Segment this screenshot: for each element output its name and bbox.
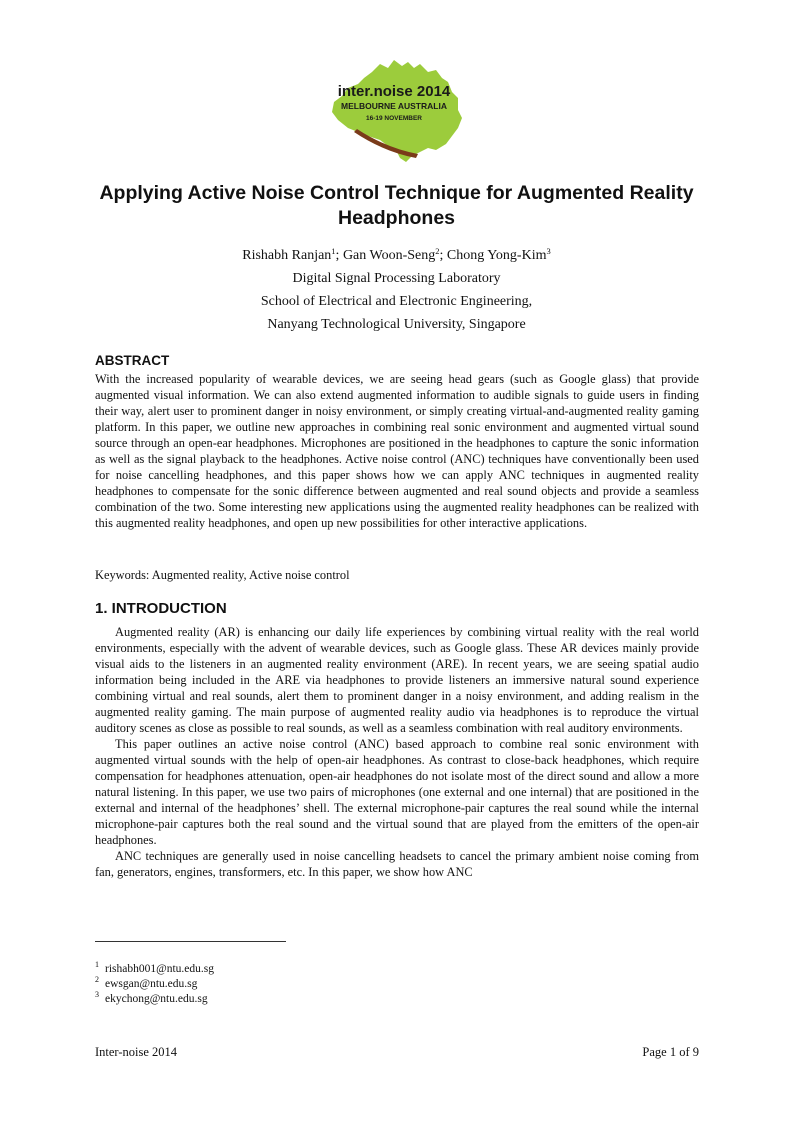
abstract-text: With the increased popularity of wearable devices, we are seeing head gears (such as Google glass) that provide augmented visual information. We can also extend augmented information to audible signals to guide users in finding their way, alert user to prominent danger in noisy environment, or simply creating virtual-and-augmented reality gaming platform. In this paper, we outline new approaches in combining real sonic environment and augmented virtual sound source through an open-ear headphones. Microphones are positioned in the headphones to capture the sonic information as well as the signal playback to the headphones. Active noise control (ANC) techniques have conventionally been used for noise cancelling headphones, and this paper shows how we can apply ANC techniques in augmented reality headphones to compensate for the sonic difference between augmented and real sound objects and provide a seamless combination of the two. Some interesting new applications using the augmented reality headphones can be realized with this augmented reality headphones, and open up new possibilities for other interactive applications. (95, 372, 699, 530)
paragraph: ANC techniques are generally used in noise cancelling headsets to cancel the primary ambient noise coming from fan, generators, engines, transformers, etc. In this paper, we show how ANC (95, 849, 699, 879)
footnote-mark: 3 (95, 990, 99, 999)
affiliation-line: Nanyang Technological University, Singapore (267, 317, 526, 332)
introduction-heading: 1. INTRODUCTION (95, 600, 227, 617)
footer-conference: Inter-noise 2014 (95, 1045, 178, 1059)
affiliation-line: Digital Signal Processing Laboratory (292, 271, 501, 286)
footer-page-number: Page 1 of 9 (642, 1045, 699, 1059)
introduction-body (95, 624, 699, 880)
author-mark: 1 (331, 246, 336, 256)
footnote-email[interactable]: ewsgan@ntu.edu.sg (105, 978, 198, 990)
footnote-email[interactable]: ekychong@ntu.edu.sg (105, 993, 208, 1005)
footnotes (95, 962, 214, 1007)
footnote-divider (95, 941, 286, 942)
footnote-mark: 1 (95, 960, 99, 969)
author-name: Gan Woon-Seng (342, 248, 436, 263)
paragraph: This paper outlines an active noise control (ANC) based approach to combine real sonic environment with augmented virtual sounds with the help of open-air headphones. As contrast to close-back headphones, which require compensation for headphones attenuation, open-air headphones do not isolate most of the direct sound and allow a more natural listening. In this paper, we use two pairs of microphones (one external and one internal) that are positioned in the external and internal of the headphones’ shell. The external microphone-pair captures the real sound while the internal microphone-pair captures both the real sound and the virtual sound that are played from the emitters of the open-air headphones. (95, 737, 699, 847)
footnote (95, 992, 214, 1007)
author-mark: 2 (435, 246, 440, 256)
logo-location: MELBOURNE AUSTRALIA (341, 101, 447, 111)
author-name: Chong Yong-Kim (446, 248, 547, 263)
footnote (95, 977, 214, 992)
abstract-heading: ABSTRACT (95, 353, 170, 368)
keywords: Keywords: Augmented reality, Active noise control (95, 568, 350, 582)
affiliation-line: School of Electrical and Electronic Engineering, (260, 294, 533, 309)
logo-title: inter.noise 2014 (337, 83, 451, 100)
author-names: Rishabh Ranjan$^1$; Gan Woon-Seng$^2$; Chong Yong-Kim$^3$ (242, 246, 551, 263)
author-mark: 3 (546, 246, 551, 256)
footnote-mark: 2 (95, 975, 99, 984)
footnote-email[interactable]: rishabh001@ntu.edu.sg (105, 963, 214, 975)
paper-title: Applying Active Noise Control Technique for Augmented Reality Headphones (99, 182, 694, 229)
conference-logo (324, 58, 464, 166)
footnote (95, 962, 214, 977)
paragraph: Augmented reality (AR) is enhancing our daily life experiences by combining virtual reality with the real world environments, especially with the advent of wearable devices, such as Google glass. These AR devices mainly provide visual aids to the listeners in an augmented reality environment (ARE). In recent years, we are seeing spatial audio information being included in the ARE via headphones to provide listeners an immersive natural sound experience combining virtual and real sounds, alert them to prominent danger in a noisy environment, and adding realism in the augmented reality gaming. The main purpose of augmented reality audio via headphones is to reproduce the virtual auditory scenes as close as possible to real sounds, as well as a seamless combination with real auditory environments. (95, 625, 699, 735)
australia-map-shape (332, 60, 462, 162)
logo-dates: 16-19 NOVEMBER (366, 115, 422, 122)
author-block (90, 244, 703, 336)
author-name: Rishabh Ranjan (242, 248, 332, 263)
